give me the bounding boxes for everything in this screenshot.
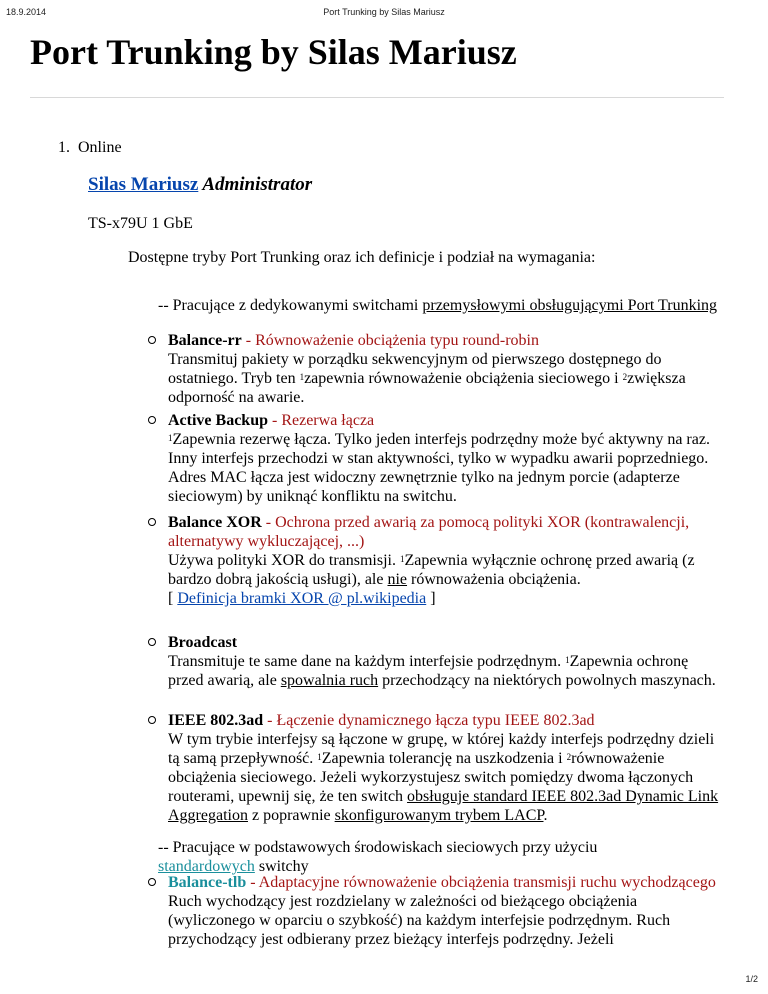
mode-body-2: Zapewnia tolerancję na uszkodzenia i xyxy=(321,750,567,767)
bullet-circle-icon xyxy=(148,336,156,344)
mode-underlined-2: skonfigurowanym trybem LACP xyxy=(334,807,544,824)
mode-broadcast xyxy=(168,633,724,690)
page-title: Port Trunking by Silas Mariusz xyxy=(30,32,517,72)
mode-underlined: nie xyxy=(387,571,408,588)
mode-name: Broadcast xyxy=(168,634,238,651)
footnote-1: 1 xyxy=(565,655,570,665)
link-bracket-close: ] xyxy=(426,590,436,607)
mode-sep: - xyxy=(263,712,277,729)
section2-suffix: switchy xyxy=(254,858,309,875)
mode-title: Równoważenie obciążenia typu round-robin xyxy=(255,332,539,349)
mode-name: Balance-rr xyxy=(168,332,242,349)
bullet-circle-icon xyxy=(148,416,156,424)
mode-sep: - xyxy=(241,332,256,349)
mode-body-2: Zapewnia ochronę przed awarią, ale xyxy=(168,653,689,689)
device-label: TS-x79U 1 GbE xyxy=(88,215,193,232)
mode-sep: - xyxy=(268,412,282,429)
mode-underlined: obsługuje standard IEEE 802.3ad Dynamic Link Aggregation xyxy=(168,788,719,824)
mode-name: Active Backup xyxy=(168,412,268,429)
section1-prefix: -- Pracujące z dedykowanymi switchami xyxy=(158,297,423,314)
mode-body-2: zapewnia równoważenie obciążenia sieciowego i xyxy=(304,370,623,387)
mode-body: Transmituje te same dane na każdym interfejsie podrzędnym. xyxy=(168,653,566,670)
mode-balance-xor xyxy=(168,513,724,608)
standard-switches-link[interactable]: standardowych xyxy=(158,858,255,875)
bullet-circle-icon xyxy=(148,638,156,646)
mode-title: Adaptacyjne równoważenie obciążenia transmisji ruchu wychodzącego xyxy=(258,874,716,891)
footnote-1: 1 xyxy=(168,433,173,443)
mode-body: Ruch wychodzący jest rozdzielany w zależności od bieżącego obciążenia (wyliczonego w oparciu o szybkość) na każdym interfejsie podrzędnym. Ruch przychodzący jest odbierany przez bieżący interfejs podrzędny. Jeżeli xyxy=(168,893,671,948)
mode-body-5: . xyxy=(543,807,548,824)
bullet-circle-icon xyxy=(148,716,156,724)
mode-title: Rezerwa łącza xyxy=(281,412,375,429)
list-marker: 1. xyxy=(58,139,70,156)
section-header-dedicated xyxy=(158,296,718,315)
mode-body-3: przechodzący na niektórych powolnych maszynach. xyxy=(378,672,716,689)
link-bracket-open: [ xyxy=(168,590,178,607)
mode-body: W tym trybie interfejsy są łączone w grupę, w której każdy interfejs podrzędny dzieli tą samą przepływność. xyxy=(168,731,715,767)
mode-body-4: z poprawnie xyxy=(247,807,335,824)
bullet-circle-icon xyxy=(148,518,156,526)
mode-body-3: zwiększa odporność na awarie. xyxy=(168,370,686,406)
online-label: Online xyxy=(78,139,122,156)
mode-body-2: Zapewnia wyłącznie ochronę przed awarią (z bardzo dobrą jakością usługi), ale xyxy=(168,552,695,588)
page-number: 1/2 xyxy=(745,974,758,984)
title-divider xyxy=(30,97,724,98)
print-date: 18.9.2014 xyxy=(6,7,47,17)
mode-active-backup xyxy=(168,411,724,506)
mode-body: Używa polityki XOR do transmisji. xyxy=(168,552,400,569)
xor-wiki-link[interactable]: Definicja bramki XOR @ pl.wikipedia xyxy=(177,590,427,607)
mode-title: Łączenie dynamicznego łącza typu IEEE 802.3ad xyxy=(276,712,595,729)
mode-balance-rr xyxy=(168,331,724,407)
section2-prefix: -- Pracujące w podstawowych środowiskach sieciowych przy użyciu xyxy=(158,839,598,856)
mode-ieee-802-3ad xyxy=(168,711,724,825)
mode-body: Transmituj pakiety w porządku sekwencyjnym od pierwszego dostępnego do ostatniego. Tryb ten xyxy=(168,351,662,387)
print-header-title: Port Trunking by Silas Mariusz xyxy=(323,7,445,17)
intro-text: Dostępne tryby Port Trunking oraz ich definicje i podział na wymagania: xyxy=(128,249,596,266)
mode-name: IEEE 802.3ad xyxy=(168,712,264,729)
mode-balance-tlb xyxy=(168,873,724,949)
footnote-1: 1 xyxy=(317,752,322,762)
mode-sep: - xyxy=(261,514,276,531)
mode-sep: - xyxy=(246,874,259,891)
author-link[interactable]: Silas Mariusz xyxy=(88,174,199,195)
footnote-1: 1 xyxy=(399,554,405,564)
mode-body-3: równoważenie obciążenia sieciowego. Jeżeli wykorzystujesz switch pomiędzy dwoma łączonych routerami, upewnij się, że ten switch xyxy=(168,750,694,805)
bullet-circle-icon xyxy=(148,878,156,886)
footnote-2: 2 xyxy=(566,752,572,762)
list-item-online xyxy=(58,138,122,157)
author-role: Administrator xyxy=(202,174,313,195)
mode-name: Balance XOR xyxy=(168,514,262,531)
footnote-1: 1 xyxy=(299,372,305,382)
mode-title: Ochrona przed awarią za pomocą polityki XOR (kontrawalencji, alternatywy wykluczającej, ...) xyxy=(168,514,690,550)
footnote-2: 2 xyxy=(622,372,628,382)
mode-name: Balance-tlb xyxy=(168,874,247,891)
mode-body-3: równoważenia obciążenia. xyxy=(407,571,581,588)
section1-underlined: przemysłowymi obsługującymi Port Trunking xyxy=(422,297,718,314)
author-line xyxy=(88,174,312,197)
mode-underlined: spowalnia ruch xyxy=(280,672,379,689)
mode-body: Zapewnia rezerwę łącza. Tylko jeden interfejs podrzędny może być aktywny na raz. Inny interfejs przechodzi w stan aktywności, tylko w wypadku awarii poprzedniego. Adres MAC łącza jest widoczny zewnętrznie tylko na jednym porcie (adapterze sieciowym) by uniknąć konfliktu na switchu. xyxy=(168,431,710,505)
section-header-standard xyxy=(158,838,698,876)
